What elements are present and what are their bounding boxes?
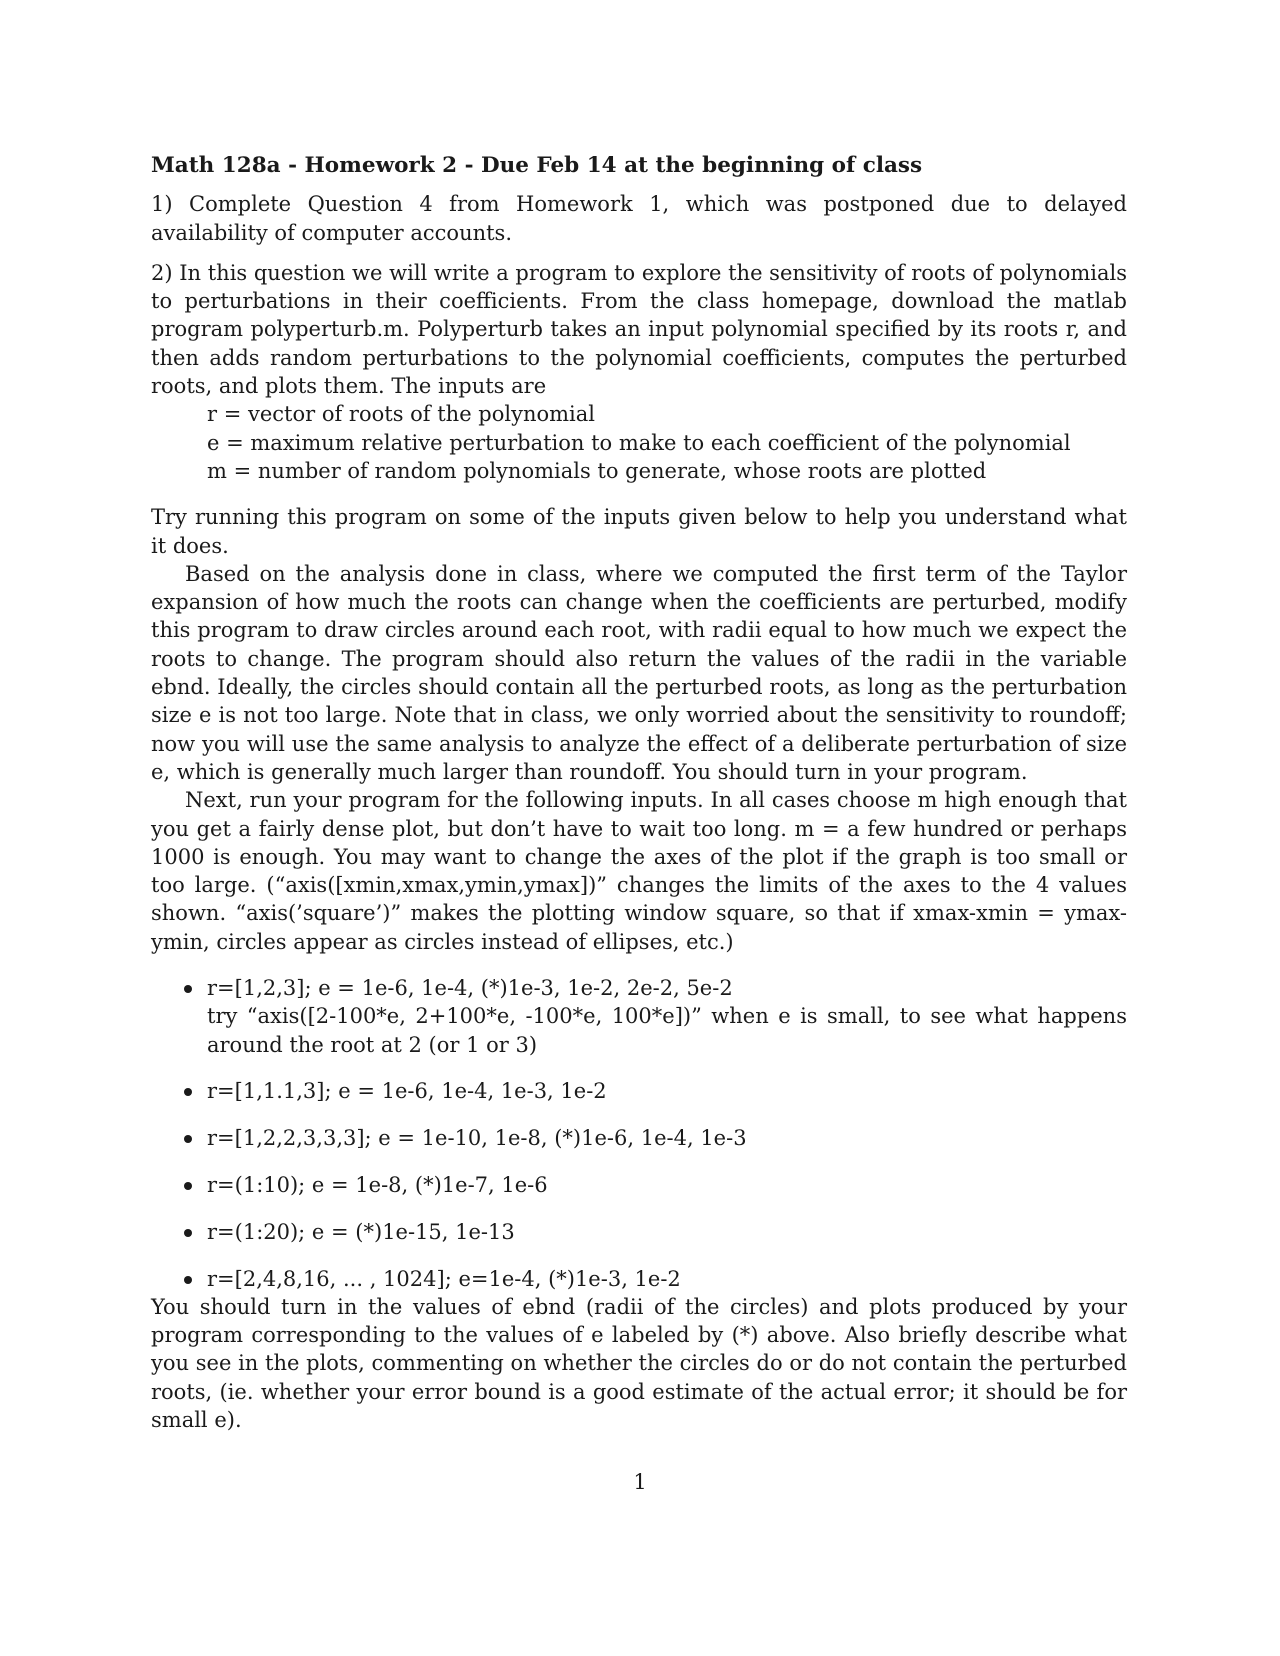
paragraph-next: Next, run your program for the following inputs. In all cases choose m high enough that you get a fairly dense plot, but don’t have to wait too long. m = a few hundred or perhaps 1000 is enough. You may want to change the axes of the plot if the graph is too small or too large. (“axis([xmin,xmax,ymin,ymax])” changes the limits of the axes to the 4 values shown. “axis(’square’)” makes the plotting window square, so that if xmax-xmin = ymax-ymin, circles appear as circles instead of ellipses, etc.)	[151, 788, 1127, 954]
list-item-main: r=[1,2,3]; e = 1e-6, 1e-4, (*)1e-3, 1e-2, 2e-2, 5e-2	[207, 976, 733, 1001]
paragraph-based-on-analysis: Based on the analysis done in class, where we computed the first term of the Taylor expansion of how much the roots can change when the coefficients are perturbed, modify this program to draw circles around each root, with radii equal to how much we expect the roots to change. The program should also return the values of the radii in the variable ebnd. Ideally, the circles should contain all the perturbed roots, as long as the perturbation size e is not too large. Note that in class, we only worried about the sensitivity to roundoff; now you will use the same analysis to analyze the effect of a deliberate perturbation of size e, which is generally much larger than roundoff. You should turn in your program.	[151, 561, 1127, 784]
bullet-icon	[184, 1276, 192, 1284]
bullet-icon	[184, 985, 192, 993]
document-body	[151, 152, 1127, 1434]
list-item-main: r=(1:10); e = 1e-8, (*)1e-7, 1e-6	[207, 1173, 548, 1197]
list-item	[151, 1077, 1127, 1105]
bullet-icon	[184, 1229, 192, 1237]
list-item-note: try “axis([2-100*e, 2+100*e, -100*e, 100*e])” when e is small, to see what happens around the root at 2 (or 1 or 3)	[207, 1004, 1127, 1057]
list-item	[151, 1171, 1127, 1199]
list-item-main: r=(1:20); e = (*)1e-15, 1e-13	[207, 1219, 515, 1244]
page-number: 1	[633, 1470, 647, 1494]
question-2-intro: 2) In this question we will write a program to explore the sensitivity of roots of polynomials to perturbations in their coefficients. From the class homepage, download the matlab program polyperturb.m. Polyperturb takes an input polynomial specified by its roots r, and then adds random perturbations to the polynomial coefficients, computes the perturbed roots, and plots them. The inputs are	[151, 260, 1127, 399]
paragraph-try: Try running this program on some of the inputs given below to help you understand what it does.	[151, 505, 1127, 558]
list-item	[151, 1265, 1127, 1293]
input-def-e: e = maximum relative perturbation to make to each coefficient of the polynomial	[207, 430, 1071, 455]
input-def-m: m = number of random polynomials to generate, whose roots are plotted	[207, 458, 987, 483]
question-1: 1) Complete Question 4 from Homework 1, which was postponed due to delayed availability of computer accounts.	[151, 192, 1127, 245]
list-item-main: r=[2,4,8,16, ... , 1024]; e=1e-4, (*)1e-3, 1e-2	[207, 1266, 681, 1291]
list-item-main: r=[1,1.1,3]; e = 1e-6, 1e-4, 1e-3, 1e-2	[207, 1079, 607, 1104]
list-item-main: r=[1,2,2,3,3,3]; e = 1e-10, 1e-8, (*)1e-6, 1e-4, 1e-3	[207, 1126, 747, 1151]
list-item	[151, 974, 1127, 1059]
input-definitions	[207, 400, 1127, 485]
input-def-r: r = vector of roots of the polynomial	[207, 402, 595, 427]
bullet-icon	[184, 1088, 192, 1096]
bullet-icon	[184, 1182, 192, 1190]
list-item	[151, 1124, 1127, 1152]
page-title: Math 128a - Homework 2 - Due Feb 14 at the beginning of class	[151, 153, 923, 178]
paragraph-final: You should turn in the values of ebnd (radii of the circles) and plots produced by your program corresponding to the values of e labeled by (*) above. Also briefly describe what you see in the plots, commenting on whether the circles do or do not contain the perturbed roots, (ie. whether your error bound is a good estimate of the actual error; it should be for small e).	[151, 1294, 1127, 1433]
bullet-icon	[184, 1135, 192, 1143]
input-cases-list	[151, 974, 1127, 1293]
list-item	[151, 1218, 1127, 1246]
